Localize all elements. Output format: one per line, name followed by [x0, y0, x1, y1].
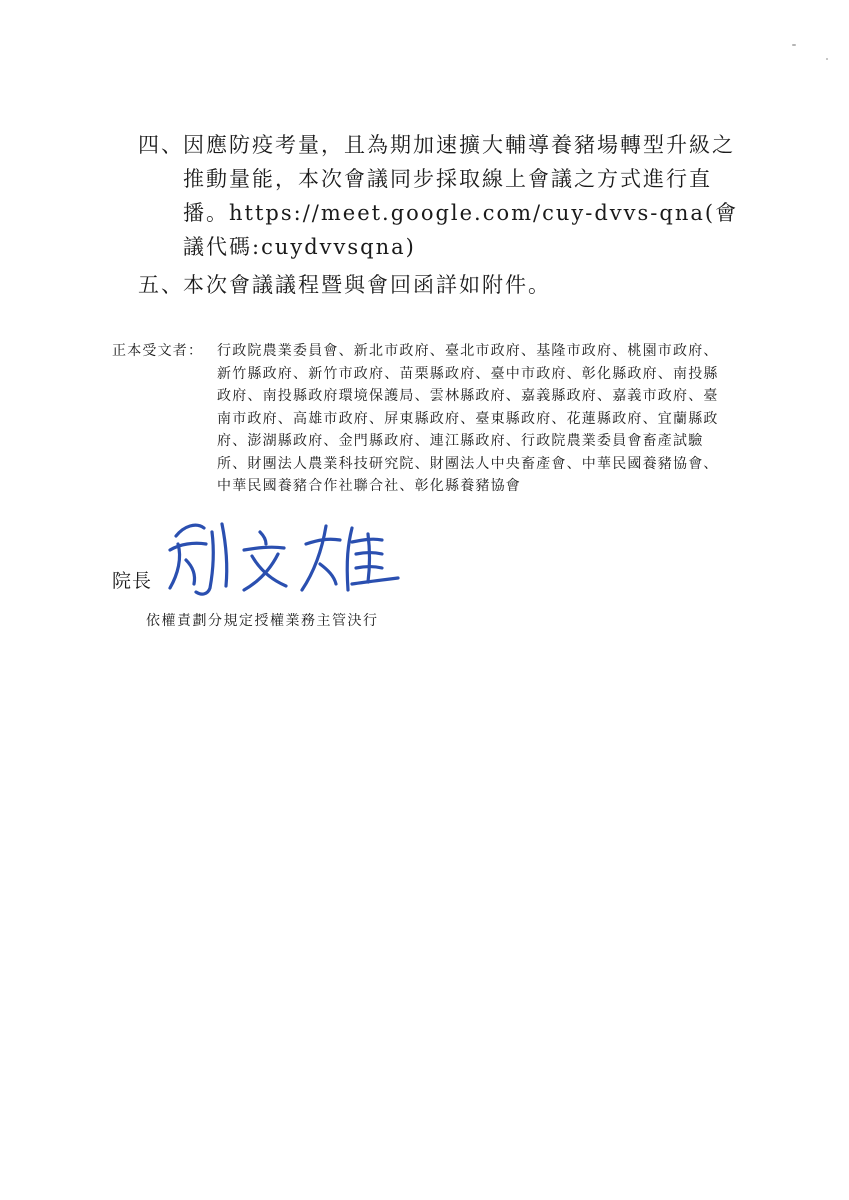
clause-text: 本次會議議程暨與會回函詳如附件。	[183, 273, 551, 297]
recipients-block	[112, 340, 732, 498]
recipients-label: 正本受文者：	[112, 343, 204, 359]
signature-block	[112, 510, 432, 602]
authorization-note: 依權責劃分規定授權業務主管決行	[146, 613, 379, 629]
clause-number: 四、	[138, 133, 184, 157]
clause-four	[138, 128, 748, 264]
recipients-list: 行政院農業委員會、新北市政府、臺北市政府、基隆市政府、桃園市政府、新竹縣政府、新竹市政府、苗栗縣政府、臺中市政府、彰化縣政府、南投縣政府、南投縣政府環境保護局、雲林縣政府、嘉義縣政府、嘉義市政府、臺南市政府、高雄市政府、屏東縣政府、臺東縣政府、花蓮縣政府、宜蘭縣政府、澎湖縣政府、金門縣政府、連江縣政府、行政院農業委員會畜產試驗所、財團法人農業科技研究院、財團法人中央畜產會、中華民國養豬協會、中華民國養豬合作社聯合社、彰化縣養豬協會	[217, 343, 719, 494]
clause-number: 五、	[138, 273, 184, 297]
scan-speck	[792, 44, 796, 46]
handwritten-signature	[156, 514, 406, 600]
signer-title: 院長	[112, 570, 153, 592]
clause-text: 因應防疫考量，且為期加速擴大輔導養豬場轉型升級之推動量能，本次會議同步採取線上會議之方式進行直播。https://meet.google.com/cuy-dvvs-qna(會議代碼:cuydvvsqna)	[183, 133, 739, 259]
clause-five	[138, 268, 748, 302]
scan-speck	[826, 58, 828, 60]
